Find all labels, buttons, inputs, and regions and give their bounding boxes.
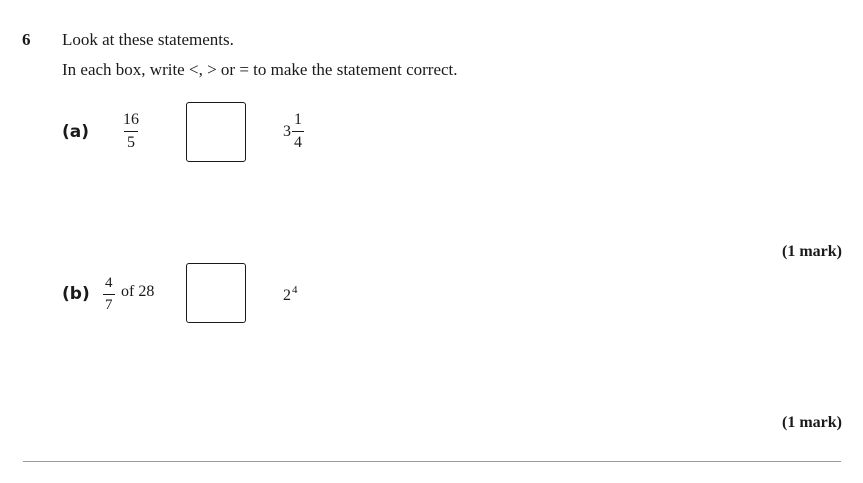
part-a-right-whole: 3 [283, 122, 291, 140]
part-b-left-numerator: 4 [105, 275, 113, 291]
part-a-left-numerator: 16 [123, 111, 139, 128]
part-a-right-fraction [292, 112, 304, 151]
question-intro: Look at these statements. [62, 30, 234, 49]
question-number: 6 [22, 30, 31, 49]
question-instruction: In each box, write <, > or = to make the statement correct. [62, 60, 458, 79]
part-b-right-exponent: 4 [292, 284, 298, 296]
part-a-mark: (1 mark) [782, 243, 842, 260]
part-b-left-fraction [103, 276, 115, 313]
part-a-answer-box[interactable] [186, 102, 246, 162]
part-a-label: (a) [62, 122, 90, 142]
part-a-right-denominator: 4 [292, 131, 304, 151]
part-b-mark: (1 mark) [782, 414, 842, 431]
part-b-left-denominator: 7 [103, 294, 115, 313]
part-b-left-suffix: of 28 [121, 283, 155, 300]
bottom-divider [23, 461, 841, 462]
part-a-left-denominator: 5 [124, 131, 138, 151]
part-a-right-mixed-number [283, 112, 304, 151]
part-a-left-fraction [120, 112, 142, 151]
part-b-answer-box[interactable] [186, 263, 246, 323]
part-b-right-power [283, 284, 298, 305]
part-a-right-numerator: 1 [294, 111, 302, 128]
part-b-right-base: 2 [283, 287, 291, 304]
part-b-label: (b) [62, 284, 90, 304]
